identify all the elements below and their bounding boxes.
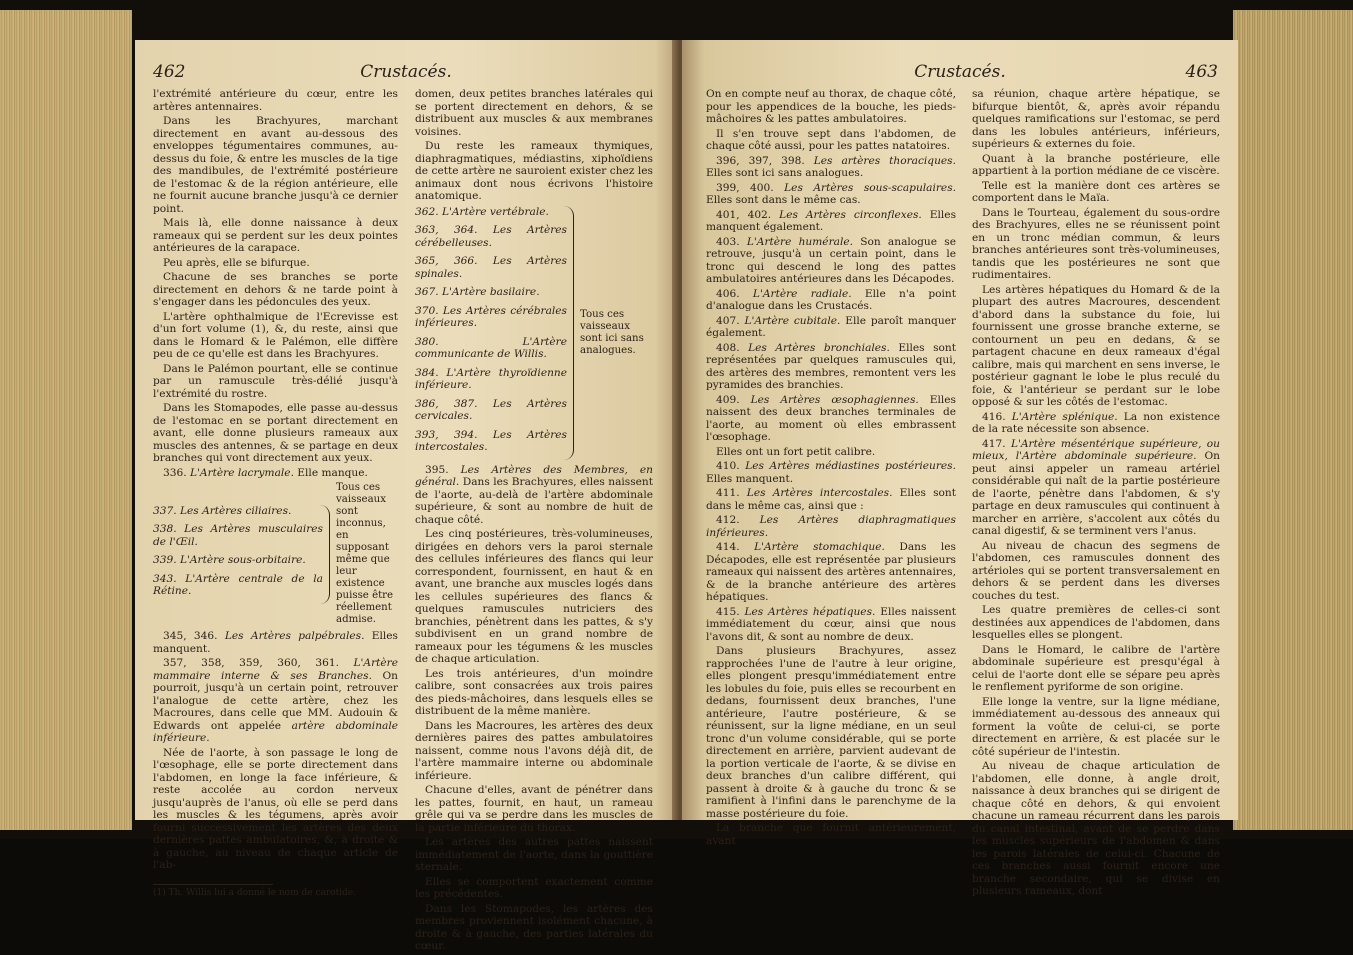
brace-item: 343. L'Artère centrale de la Rétine. bbox=[153, 572, 323, 597]
paragraph: Les cinq postérieures, très-volumineuses, dirigées en dehors vers la paroi sternale des cellules inférieures des flancs qui leur correspondent, fournissent, en haut & en avant, une branche aux muscles logés dans les cellules supérieures des flancs & quelques ramuscules nutriciers des branchies, pénètrent dans les pattes, & s'y subdivisent en un grand nombre de rameaux pour les tégumens & les muscles de chaque articulation. bbox=[415, 528, 653, 665]
paragraph: Quant à la branche postérieure, elle appartient à la portion médiane de ce viscère. bbox=[972, 152, 1220, 177]
footnote-rule bbox=[153, 884, 273, 885]
brace-note: Tous ces vaisseaux sont ici sans analogues. bbox=[580, 308, 644, 356]
brace-item: 380. L'Artère communicante de Willis. bbox=[415, 335, 567, 360]
paragraph: Dans le Palémon pourtant, elle se continue par un ramuscule très-délié jusqu'à l'extrémité du rostre. bbox=[153, 362, 398, 400]
left-header bbox=[135, 62, 677, 86]
paragraph: Elle longe la ventre, sur la ligne médiane, immédiatement au-dessous des anneaux qui forment la voûte de celui-ci, se porte directement en arrière, & est placée sur le côté supérieur de l'intestin. bbox=[972, 695, 1220, 758]
left-running-title: Crustacés. bbox=[360, 62, 452, 82]
entry-411: 411. Les Artères intercostales. Elles sont dans le même cas, ainsi que : bbox=[706, 487, 956, 512]
right-column-1 bbox=[706, 88, 956, 849]
entry-357: 357, 358, 359, 360, 361. L'Artère mammaire interne & ses Branches. On pourroit, jusqu'à un certain point, retrouver l'analogue de cette artère, chez les Macroures, dans celle que MM. Audouin & Edwards ont appelée artère abdominale inférieure. bbox=[153, 657, 398, 744]
paragraph: Chacune d'elles, avant de pénétrer dans les pattes, fournit, en haut, un rameau grêle qui va se perdre dans les muscles de la partie inférieure du thorax. bbox=[415, 784, 653, 834]
paragraph: On en compte neuf au thorax, de chaque côté, pour les appendices de la bouche, les pieds-mâchoires & les pattes ambulatoires. bbox=[706, 88, 956, 125]
paragraph: Elles ont un fort petit calibre. bbox=[716, 445, 876, 458]
paragraph: Les trois antérieures, d'un moindre calibre, sont consacrées aux trois paires des pieds-mâchoires, dans lesquels elles se distribuent de la même manière. bbox=[415, 667, 653, 717]
paragraph: Dans les Stomapodes, les artères des membres proviennent isolément chacune, à droite & à gauche, des parties latérales du cœur. bbox=[415, 902, 653, 952]
brace-item: 362. L'Artère vertébrale. bbox=[415, 205, 549, 218]
paragraph: Dans les Stomapodes, elle passe au-dessus de l'estomac en se portant directement en avant, elle donne plusieurs rameaux aux muscles des antennes, & se partage en deux branches qui vont directement aux yeux. bbox=[153, 402, 398, 464]
entry-401: 401, 402. Les Artères circonflexes. Elles manquent également. bbox=[706, 208, 957, 233]
brace-group-ocular bbox=[153, 482, 398, 626]
paragraph: Au niveau de chaque articulation de l'abdomen, elle donne, à angle droit, naissance à deux branches qui se dirigent de chaque côté en dehors, & qui envoient chacune un rameau récurrent dans les parois du canal intestinal, avant de se perdre dans les muscles supérieurs de l'abdomen & dans les parois latérales de celui-ci. Chacune de ces branches aussi fournit encore une branche secondaire, qui se divise en plusieurs rameaux, dont bbox=[972, 760, 1220, 897]
right-page bbox=[682, 40, 1238, 897]
paragraph: Elles se comportent exactement comme les précédentes. bbox=[415, 875, 653, 900]
paragraph: Les artères des autres pattes naissent immédiatement de l'aorte, dans la gouttière sternale. bbox=[415, 836, 653, 873]
brace-items bbox=[153, 505, 330, 604]
right-header bbox=[682, 62, 1238, 86]
entry-336: 336. L'Artère lacrymale. Elle manque. bbox=[163, 466, 368, 479]
entry-410: 410. Les Artères médiastines postérieures. Elles manquent. bbox=[706, 460, 956, 485]
entry-399: 399, 400. Les Artères sous-scapulaires. Elles sont dans le même cas. bbox=[706, 181, 957, 206]
paragraph: La branche que fournit antérieurement, avant bbox=[706, 822, 956, 847]
paragraph: Les artères hépatiques du Homard & de la plupart des autres Macroures, descendent d'abord dans la substance du foie, lui fournissent une grosse branche externe, se contournent un peu en dedans, & se partagent chacune en deux rameaux d'égal calibre, mais qui marchent en sens inverse, le postérieur gagnant le lobe le plus reculé du foie, & l'antérieur se perdant sur le lobe opposé & sur les côtés de l'estomac. bbox=[972, 283, 1220, 408]
left-column-1 bbox=[153, 88, 398, 899]
paragraph: Il s'en trouve sept dans l'abdomen, de chaque côté aussi, pour les pattes natatoires. bbox=[706, 127, 956, 152]
paragraph: Du reste les rameaux thymiques, diaphragmatiques, médiastins, xiphoïdiens de cette artère ne sauroient exister chez les animaux dont nous écrivons l'histoire anatomique. bbox=[415, 140, 653, 202]
paragraph: Peu après, elle se bifurque. bbox=[163, 256, 310, 269]
paragraph: domen, deux petites branches latérales qui se portent directement en dehors, & se distribuent aux muscles & aux membranes voisines. bbox=[415, 88, 653, 138]
brace-item: 338. Les Artères musculaires de l'Œil. bbox=[153, 523, 323, 548]
paragraph: Mais là, elle donne naissance à deux rameaux qui se perdent sur les deux pointes antérieures de la carapace. bbox=[153, 217, 398, 254]
paragraph: Dans le Homard, le calibre de l'artère abdominale supérieure est presqu'égal à celui de l'aorte dont elle se sépare peu après le renflement pyriforme de son origine. bbox=[972, 643, 1220, 693]
entry-345: 345, 346. Les Artères palpébrales. Elles manquent. bbox=[153, 630, 398, 655]
entry-416: 416. L'Artère splénique. La non existence de la rate nécessite son absence. bbox=[972, 410, 1220, 435]
brace-group-neck bbox=[415, 206, 653, 460]
brace-items bbox=[415, 206, 574, 460]
brace-item: 339. L'Artère sous-orbitaire. bbox=[153, 554, 306, 566]
paragraph: Chacune de ses branches se porte directement en dehors & ne tarde point à s'engager dans les pédoncules des yeux. bbox=[153, 271, 398, 308]
brace-note: Tous ces vaisseaux sont inconnus, en supposant même que leur existence puisse être réellement admise. bbox=[336, 482, 394, 625]
paragraph: Telle est la manière dont ces artères se comportent dans le Maïa. bbox=[972, 179, 1220, 204]
left-page-edges bbox=[0, 10, 132, 830]
entry-396: 396, 397, 398. Les artères thoraciques. Elles sont ici sans analogues. bbox=[706, 154, 956, 179]
entry-407: 407. L'Artère cubitale. Elle paroît manquer également. bbox=[706, 314, 956, 339]
entry-415: 415. Les Artères hépatiques. Elles naissent immédiatement du cœur, ainsi que nous l'avons dit, & sont au nombre de deux. bbox=[706, 605, 957, 643]
brace-item: 337. Les Artères ciliaires. bbox=[153, 504, 292, 517]
brace-item: 367. L'Artère basilaire. bbox=[415, 286, 540, 298]
entry-406: 406. L'Artère radiale. Elle n'a point d'analogue dans les Crustacés. bbox=[706, 287, 956, 312]
entry-417: 417. L'Artère mésentérique supérieure, ou mieux, l'Artère abdominale supérieure. On peut ainsi appeler un rameau artériel considérable qui naît de la partie postérieure de l'aorte, pénètre dans l'abdomen, & s'y partage en deux ramuscules qui continuent à marcher en arrière, s'accolent aux côtés du canal digestif, & se terminent vers l'anus. bbox=[972, 437, 1220, 537]
entry-414: 414. L'Artère stomachique. Dans les Décapodes, elle est représentée par plusieurs rameaux qui naissent des artères antennaires, & de la branche antérieure des artères hépatiques. bbox=[706, 541, 956, 603]
right-page-edges bbox=[1233, 10, 1353, 830]
brace-item: 393, 394. Les Artères intercostales. bbox=[415, 428, 567, 453]
left-column-2 bbox=[415, 88, 653, 955]
paragraph: sa réunion, chaque artère hépatique, se bifurque bientôt, &, après avoir répandu quelques ramifications sur l'estomac, se perd dans les lobules antérieurs, inférieurs, supérieurs & externes du foie. bbox=[972, 88, 1220, 150]
brace-item: 386, 387. Les Artères cervicales. bbox=[415, 397, 567, 422]
brace-item: 363, 364. Les Artères cérébelleuses. bbox=[415, 224, 567, 249]
paragraph: Au niveau de chacun des segmens de l'abdomen, ces ramuscules donnent des artérioles qui se portent transversalement en dehors & se perdent dans les diverses couches du test. bbox=[972, 539, 1220, 602]
left-page-number: 462 bbox=[153, 62, 186, 82]
paragraph: L'artère ophthalmique de l'Ecrevisse est d'un fort volume (1), &, du reste, ainsi que dans le Homard & le Palémon, elle diffère peu de ce qu'elle est dans les Brachyures. bbox=[153, 310, 398, 360]
brace-item: 370. Les Artères cérébrales inférieures. bbox=[415, 304, 567, 329]
paragraph: Dans plusieurs Brachyures, assez rapprochées l'une de l'autre à leur origine, elles plongent presqu'immédiatement entre les lobules du foie, puis elles se recourbent en dedans, fournissent deux branches, l'une antérieure, l'autre postérieure, & se réunissent, sur la ligne médiane, en un seul tronc d'un volume considérable, qui se porte directement en arrière, parvient audevant de la portion verticale de l'aorte, & se divise en deux branches d'un calibre différent, qui passent à droite & à gauche du tronc & se ramifient à l'infini dans le parenchyme de la masse postérieure du foie. bbox=[706, 645, 956, 820]
entry-408: 408. Les Artères bronchiales. Elles sont représentées par quelques ramuscules qui, des artères des membres, remontent vers les pyramides des branchies. bbox=[706, 341, 956, 391]
brace-item: 365, 366. Les Artères spinales. bbox=[415, 255, 567, 280]
entry-403: 403. L'Artère humérale. Son analogue se retrouve, jusqu'à un certain point, dans le tronc qui descend le long des pattes ambulatoires antérieures dans les Décapodes. bbox=[706, 235, 956, 285]
entry-409: 409. Les Artères œsophagiennes. Elles naissent des deux branches terminales de l'aorte, au moment où elles embrassent l'œsophage. bbox=[706, 393, 956, 443]
brace-item: 384. L'Artère thyroïdienne inférieure. bbox=[415, 366, 567, 391]
right-page-number: 463 bbox=[1185, 62, 1218, 82]
paragraph: l'extrémité antérieure du cœur, entre les artères antennaires. bbox=[153, 88, 398, 113]
paragraph: Dans les Macroures, les artères des deux dernières paires des pattes ambulatoires naissent, comme nous l'avons déjà dit, de l'artère mammaire interne ou abdominale inférieure. bbox=[415, 719, 653, 782]
paragraph: Les quatre premières de celles-ci sont destinées aux appendices de l'abdomen, dans lesquelles elles se plongent. bbox=[972, 604, 1220, 641]
paragraph: Née de l'aorte, à son passage le long de l'œsophage, elle se porte directement dans l'abdomen, en longe la face inférieure, & reste accolée au cordon nerveux jusqu'auprès de l'anus, où elle se perd dans les muscles & les tégumens, après avoir fourni successivement les artères des deux dernières pattes ambulatoires, &, à droite & à gauche, au niveau de chaque article de l'ab- bbox=[153, 746, 398, 871]
left-page bbox=[135, 40, 677, 952]
right-running-title: Crustacés. bbox=[914, 62, 1006, 82]
paragraph: Dans les Brachyures, marchant directement en avant au-dessous des enveloppes tégumentaires communes, au-dessus du foie, & entre les muscles de la tige des mandibules, de l'extrémité postérieure de l'estomac & de la région antérieure, elle ne fournit aucune branche jusqu'à ce dernier point. bbox=[153, 115, 398, 215]
footnote: (1) Th. Willis lui a donné le nom de carotide. bbox=[153, 887, 357, 898]
paragraph: Dans le Tourteau, également du sous-ordre des Brachyures, elles ne se réunissent point en un tronc médian commun, & leurs branches antérieures sont très-volumineuses, tandis que les postérieures ne sont que rudimentaires. bbox=[972, 206, 1220, 281]
entry-412: 412. Les Artères diaphragmatiques inférieures. bbox=[706, 514, 956, 539]
right-column-2 bbox=[972, 88, 1220, 900]
entry-395: 395. Les Artères des Membres, en général. Dans les Brachyures, elles naissent de l'aorte, au-delà de l'artère abdominale supérieure, & sont au nombre de huit de chaque côté. bbox=[415, 463, 653, 526]
